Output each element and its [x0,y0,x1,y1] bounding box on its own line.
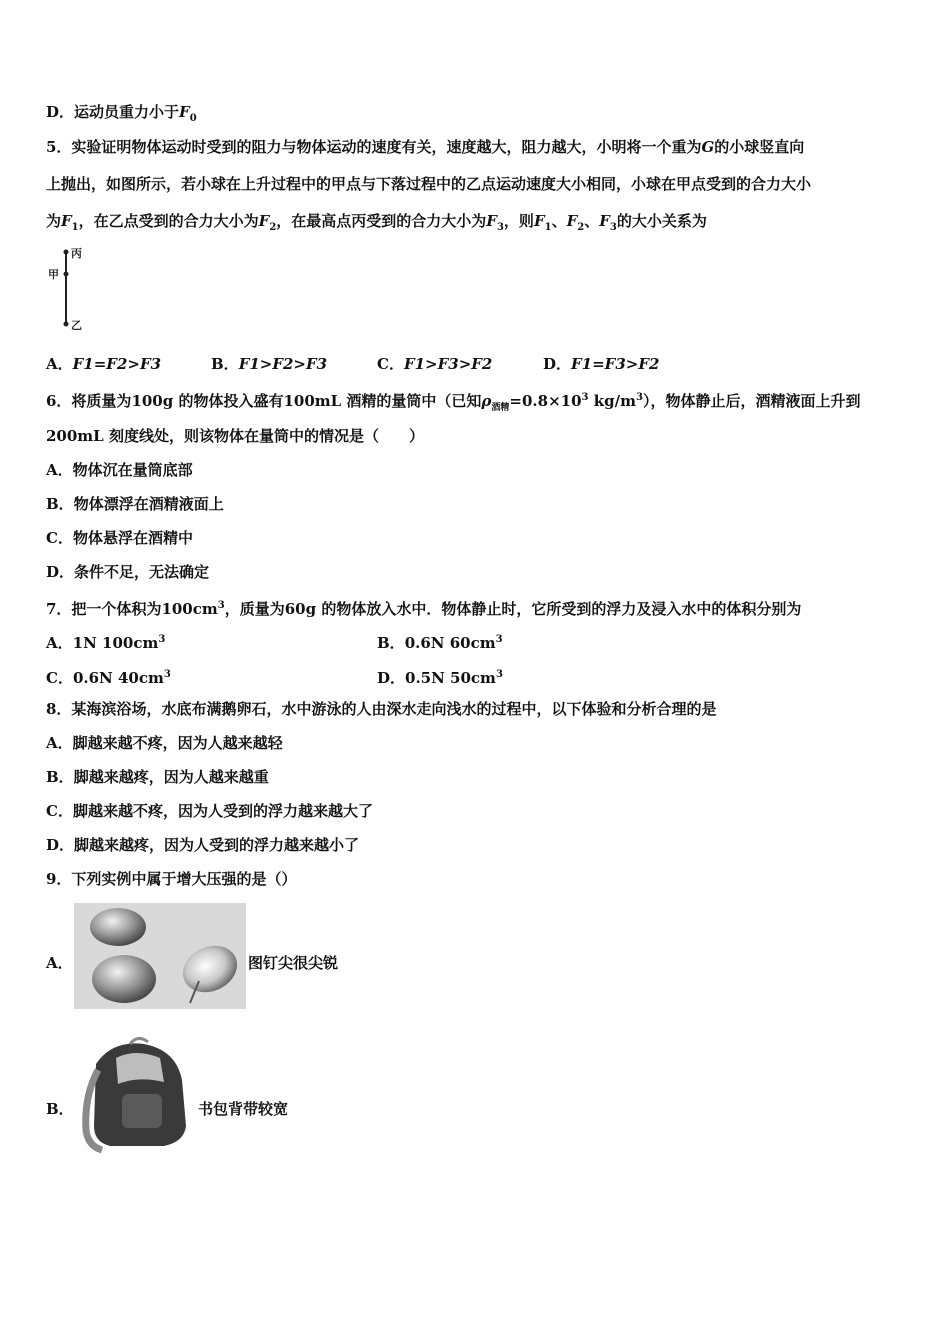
q5-option-d: D．F1=F3>F2 [543,355,660,373]
backpack-handle [130,1038,148,1044]
q5-label-yi: 乙 [71,319,82,332]
q7-option-b: B．0.6N $60cm^3$ [377,634,503,652]
q5-option-a: A．F1=F2>F3 [46,355,162,373]
q5-point-jia [64,272,69,277]
q5-stem-line-1: 5．实验证明物体运动时受到的阻力与物体运动的速度有关，速度越大，阻力越大，小明将一个重为G的小球竖直向 [46,138,805,156]
q5-label-jia: 甲 [48,268,59,281]
q9-option-a-text: 图钉尖很尖锐 [248,954,339,972]
q6-option-d: D．条件不足，无法确定 [46,563,210,581]
q9-option-b-text: 书包背带较宽 [198,1100,289,1118]
q7-option-a: A．1N $100cm^3$ [46,634,166,652]
q6-stem-line-1: 6．将质量为100g 的物体投入盛有100mL 酒精的量筒中（已知$\rho_{酒精}=0.8\times 10^3$ $kg/m^3$），物体静止后，酒精液面上升到 [46,392,861,413]
q8-stem: 8．某海滨浴场，水底布满鹅卵石，水中游泳的人由深水走向浅水的过程中，以下体验和分析合理的是 [46,700,717,718]
q5-stem-line-2: 上抛出，如图所示，若小球在上升过程中的甲点与下落过程中的乙点运动速度大小相同，小球在甲点受到的合力大小 [46,175,812,193]
q8-option-c: C．脚越来越不疼，因为人受到的浮力越来越大了 [46,802,373,820]
q6-option-c: C．物体悬浮在酒精中 [46,529,193,547]
q5-label-bing: 丙 [71,247,82,260]
q5-stem-line-3: 为$F_1$，在乙点受到的合力大小为$F_2$，在最高点丙受到的合力大小为$F_3$，则$F_1$、$F_2$、$F_3$的大小关系为 [46,212,707,233]
thumbtack-2 [92,955,156,1003]
q9-backpack-image [72,1034,196,1154]
q6-option-b: B．物体漂浮在酒精液面上 [46,495,224,513]
q5-ball-path-figure [44,244,96,336]
q6-option-a: A．物体沉在量筒底部 [46,461,193,479]
q8-option-b: B．脚越来越疼，因为人越来越重 [46,768,269,786]
q5-point-bing [64,250,69,255]
q5-option-b: B．F1>F2>F3 [211,355,328,373]
q9-thumbtacks-image [74,903,246,1009]
q5-option-c: C．F1>F3>F2 [377,355,493,373]
q7-option-c: C．0.6N $40cm^3$ [46,669,171,687]
thumbtack-1 [90,908,146,946]
q5-point-yi [64,322,69,327]
q9-option-a-label: A． [46,954,73,972]
q8-option-d: D．脚越来越疼，因为人受到的浮力越来越小了 [46,836,360,854]
q6-stem-line-2: 200mL 刻度线处，则该物体在量筒中的情况是（ ） [46,427,424,445]
q7-option-d: D．0.5N $50cm^3$ [377,669,503,687]
backpack-pocket [122,1094,162,1128]
q4-option-d: D．运动员重力小于$F_0$ [46,103,197,124]
q9-stem: 9．下列实例中属于增大压强的是（） [46,870,297,888]
q7-stem: 7．把一个体积为$100cm^3$，质量为60g 的物体放入水中．物体静止时，它所受到的浮力及浸入水中的体积分别为 [46,600,802,618]
q9-option-b-label: B． [46,1100,74,1118]
backpack-flap [116,1053,164,1084]
q8-option-a: A．脚越来越不疼，因为人越来越轻 [46,734,283,752]
